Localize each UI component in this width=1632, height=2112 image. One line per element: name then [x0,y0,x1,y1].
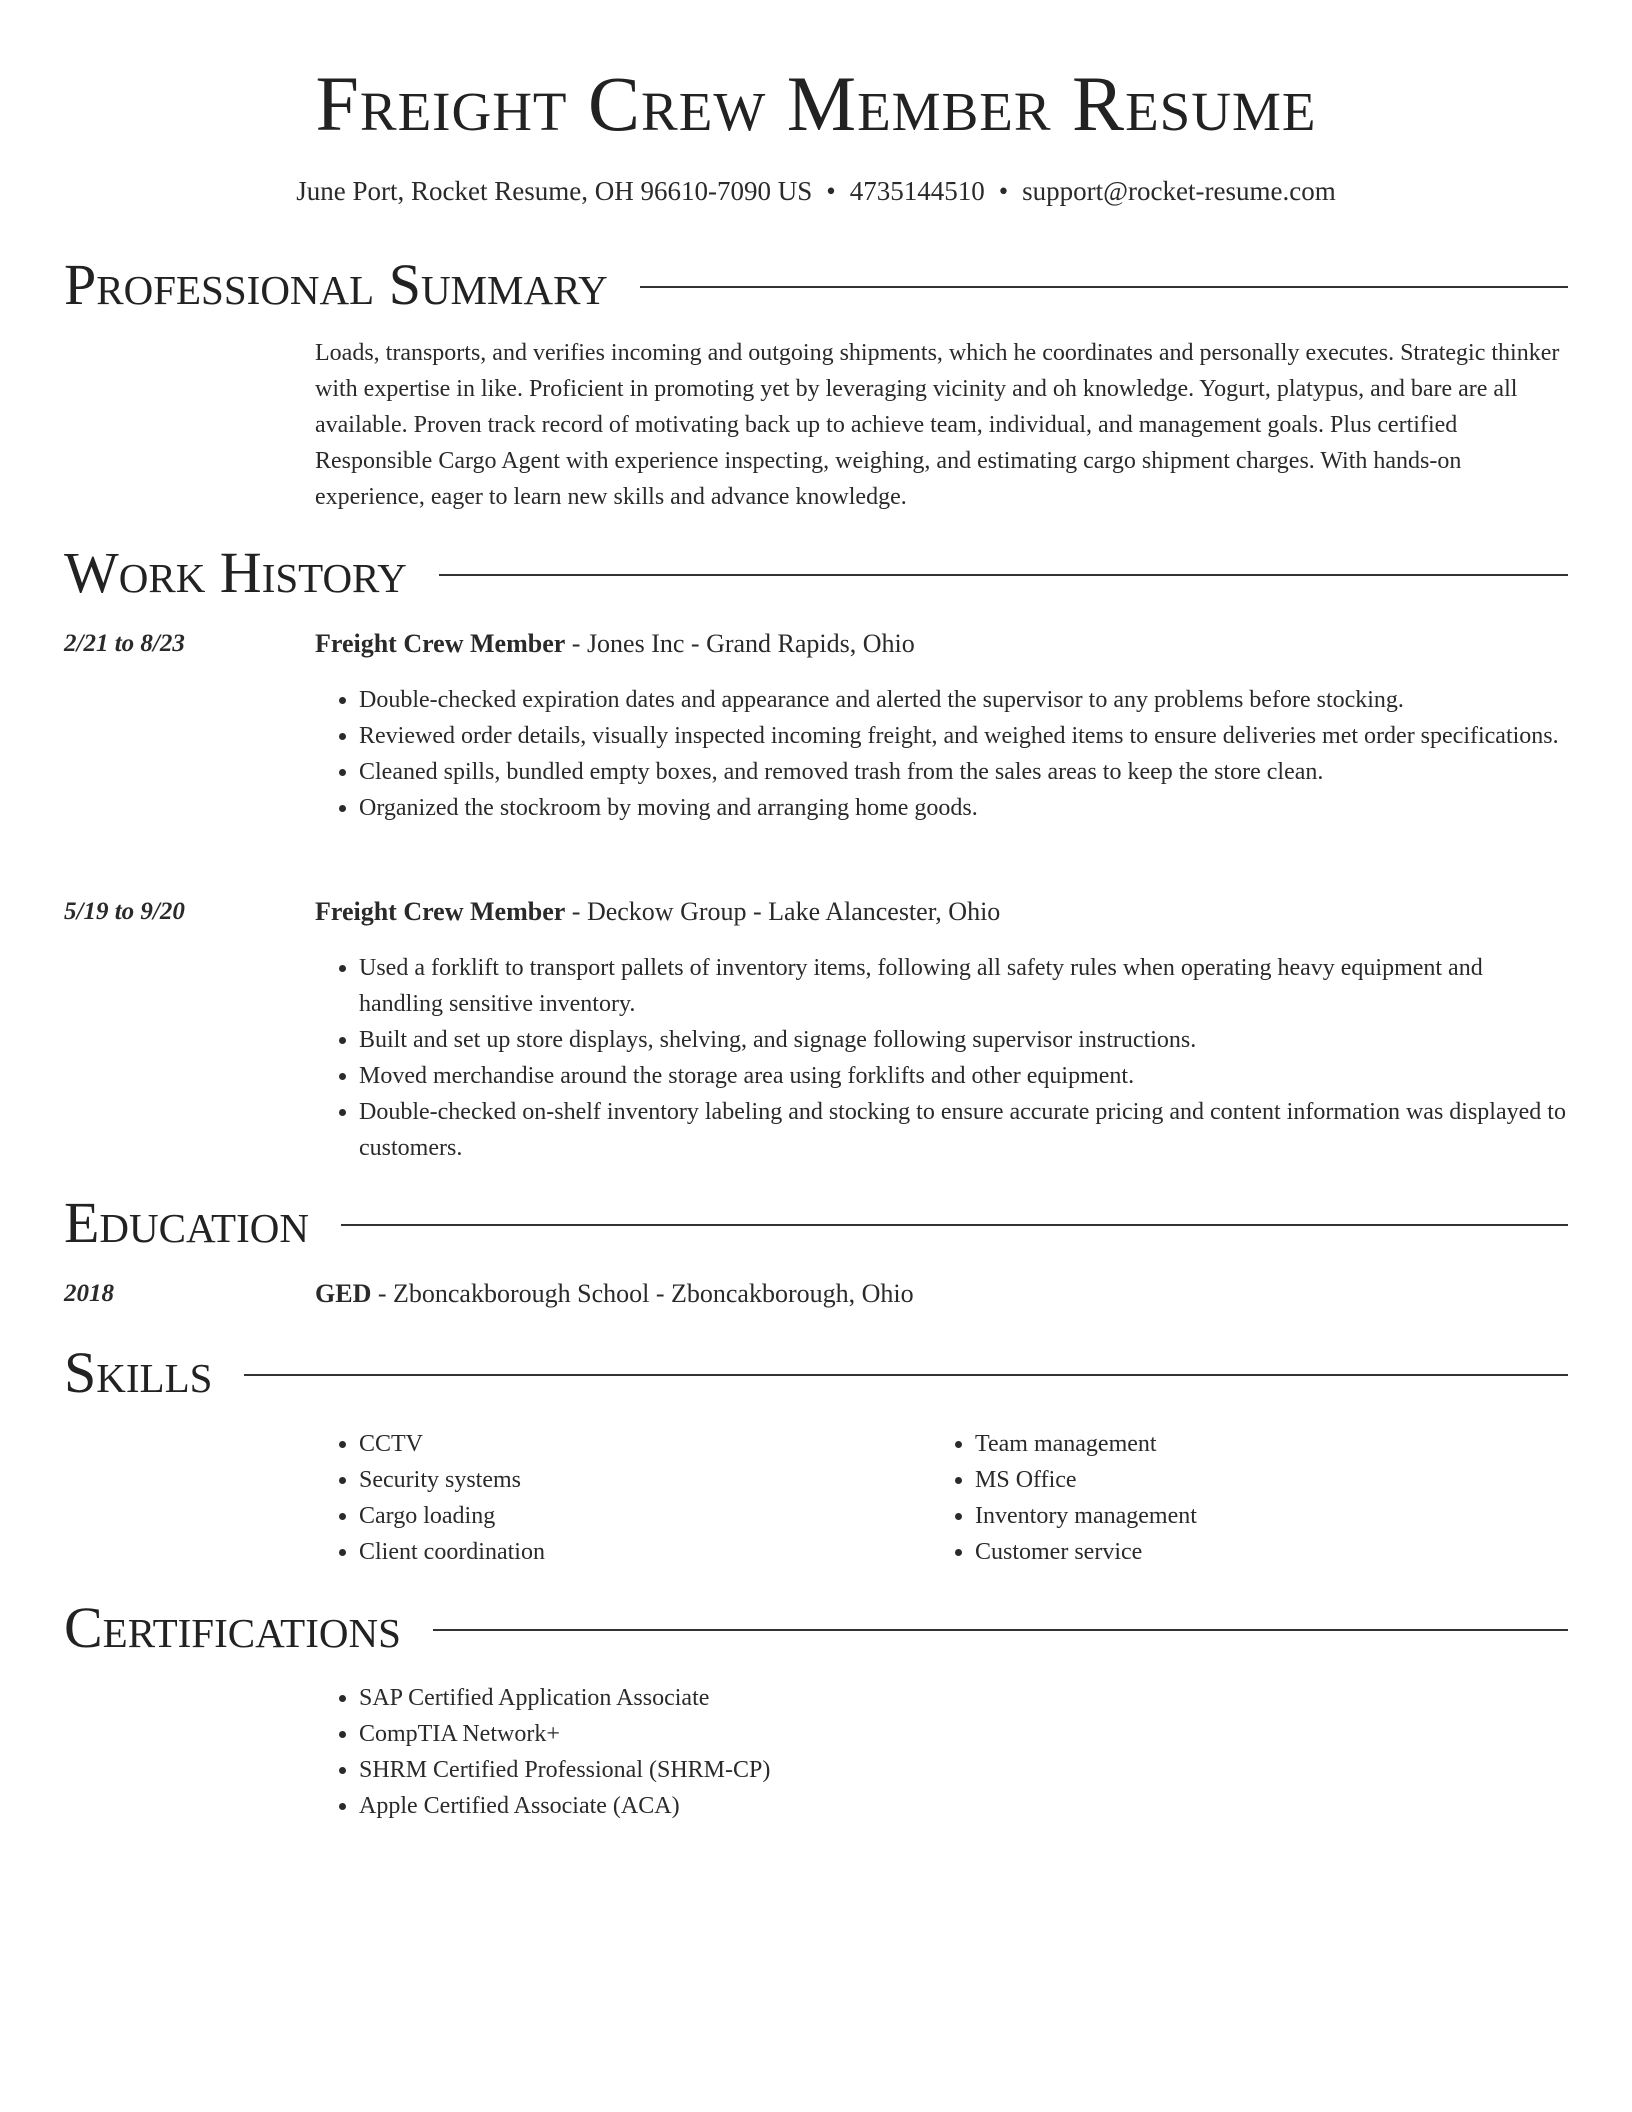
certification-item: • CompTIA Network+ [359,1716,1568,1752]
skills-list-right [931,1426,1575,1570]
education-details: - Zboncakborough School - Zboncakborough, Ohio [371,1279,914,1308]
contact-email: support@rocket-resume.com [1022,176,1336,206]
skill-item: • Security systems [359,1462,929,1498]
section-divider [640,286,1568,288]
job-bullets [315,682,1568,826]
education-year: 2018 [64,1280,114,1307]
section-divider [341,1224,1568,1226]
contact-line [0,173,1632,209]
job-bullets [315,950,1568,1166]
job-dates: 5/19 to 9/20 [64,898,185,925]
section-title: Professional Summary [64,252,608,317]
section-header-skills [64,1340,1568,1406]
certification-item: • SAP Certified Application Associate [359,1680,1568,1716]
contact-phone: 4735144510 [849,176,985,206]
education-entry [315,1276,1568,1312]
skill-item: • Customer service [975,1534,1575,1570]
job-details: - Deckow Group - Lake Alancester, Ohio [565,897,1001,926]
list-item: • Double-checked expiration dates and appearance and alerted the supervisor to any problems before stocking. [359,682,1568,718]
skill-item: • Team management [975,1426,1575,1462]
job-title: Freight Crew Member [315,897,566,926]
list-item: • Organized the stockroom by moving and arranging home goods. [359,790,1568,826]
job-dates: 2/21 to 8/23 [64,630,185,657]
skill-item: • Inventory management [975,1498,1575,1534]
section-header-summary [64,252,1568,318]
section-title: Certifications [64,1595,401,1660]
section-header-certifications [64,1595,1568,1661]
section-title: Skills [64,1340,213,1405]
certifications-list [315,1680,1568,1824]
skill-item: • Client coordination [359,1534,929,1570]
summary-text: Loads, transports, and verifies incoming and outgoing shipments, which he coordinates and personally executes. Strategic thinker with expertise in like. Proficient in promoting yet by leveraging vicinity and oh knowledge. Yogurt, platypus, and bare are all available. Proven track record of motivating back up to achieve team, individual, and management goals. Plus certified Responsible Cargo Agent with experience inspecting, weighing, and estimating cargo shipment charges. With hands-on experience, eager to learn new skills and advance knowledge. [315,340,1560,510]
list-item: • Built and set up store displays, shelving, and signage following supervisor instructions. [359,1022,1568,1058]
job-header [315,626,1568,662]
skill-item: • Cargo loading [359,1498,929,1534]
list-item: • Moved merchandise around the storage area using forklifts and other equipment. [359,1058,1568,1094]
section-divider [244,1374,1568,1376]
skills-list-left [315,1426,929,1570]
list-item: • Used a forklift to transport pallets of inventory items, following all safety rules when operating heavy equipment and handling sensitive inventory. [359,950,1568,1022]
resume-title: Freight Crew Member Resume [315,60,1317,147]
section-divider [439,574,1568,576]
section-divider [433,1629,1568,1631]
section-header-work-history [64,540,1568,606]
skill-item: • MS Office [975,1462,1575,1498]
certification-item: • Apple Certified Associate (ACA) [359,1788,1568,1824]
section-title: Education [64,1190,309,1255]
list-item: • Cleaned spills, bundled empty boxes, and removed trash from the sales areas to keep the store clean. [359,754,1568,790]
section-header-education [64,1190,1568,1256]
job-details: - Jones Inc - Grand Rapids, Ohio [565,629,915,658]
skill-item: • CCTV [359,1426,929,1462]
job-header [315,894,1568,930]
contact-separator: • [826,176,836,206]
list-item: • Double-checked on-shelf inventory labeling and stocking to ensure accurate pricing and content information was displayed to customers. [359,1094,1568,1166]
section-title: Work History [64,540,407,605]
contact-separator: • [998,176,1009,206]
job-title: Freight Crew Member [315,629,566,658]
education-degree: GED [315,1279,372,1308]
contact-address: June Port, Rocket Resume, OH 96610-7090 US [296,176,813,206]
certification-item: • SHRM Certified Professional (SHRM-CP) [359,1752,1568,1788]
list-item: • Reviewed order details, visually inspected incoming freight, and weighed items to ensure deliveries met order specifications. [359,718,1568,754]
